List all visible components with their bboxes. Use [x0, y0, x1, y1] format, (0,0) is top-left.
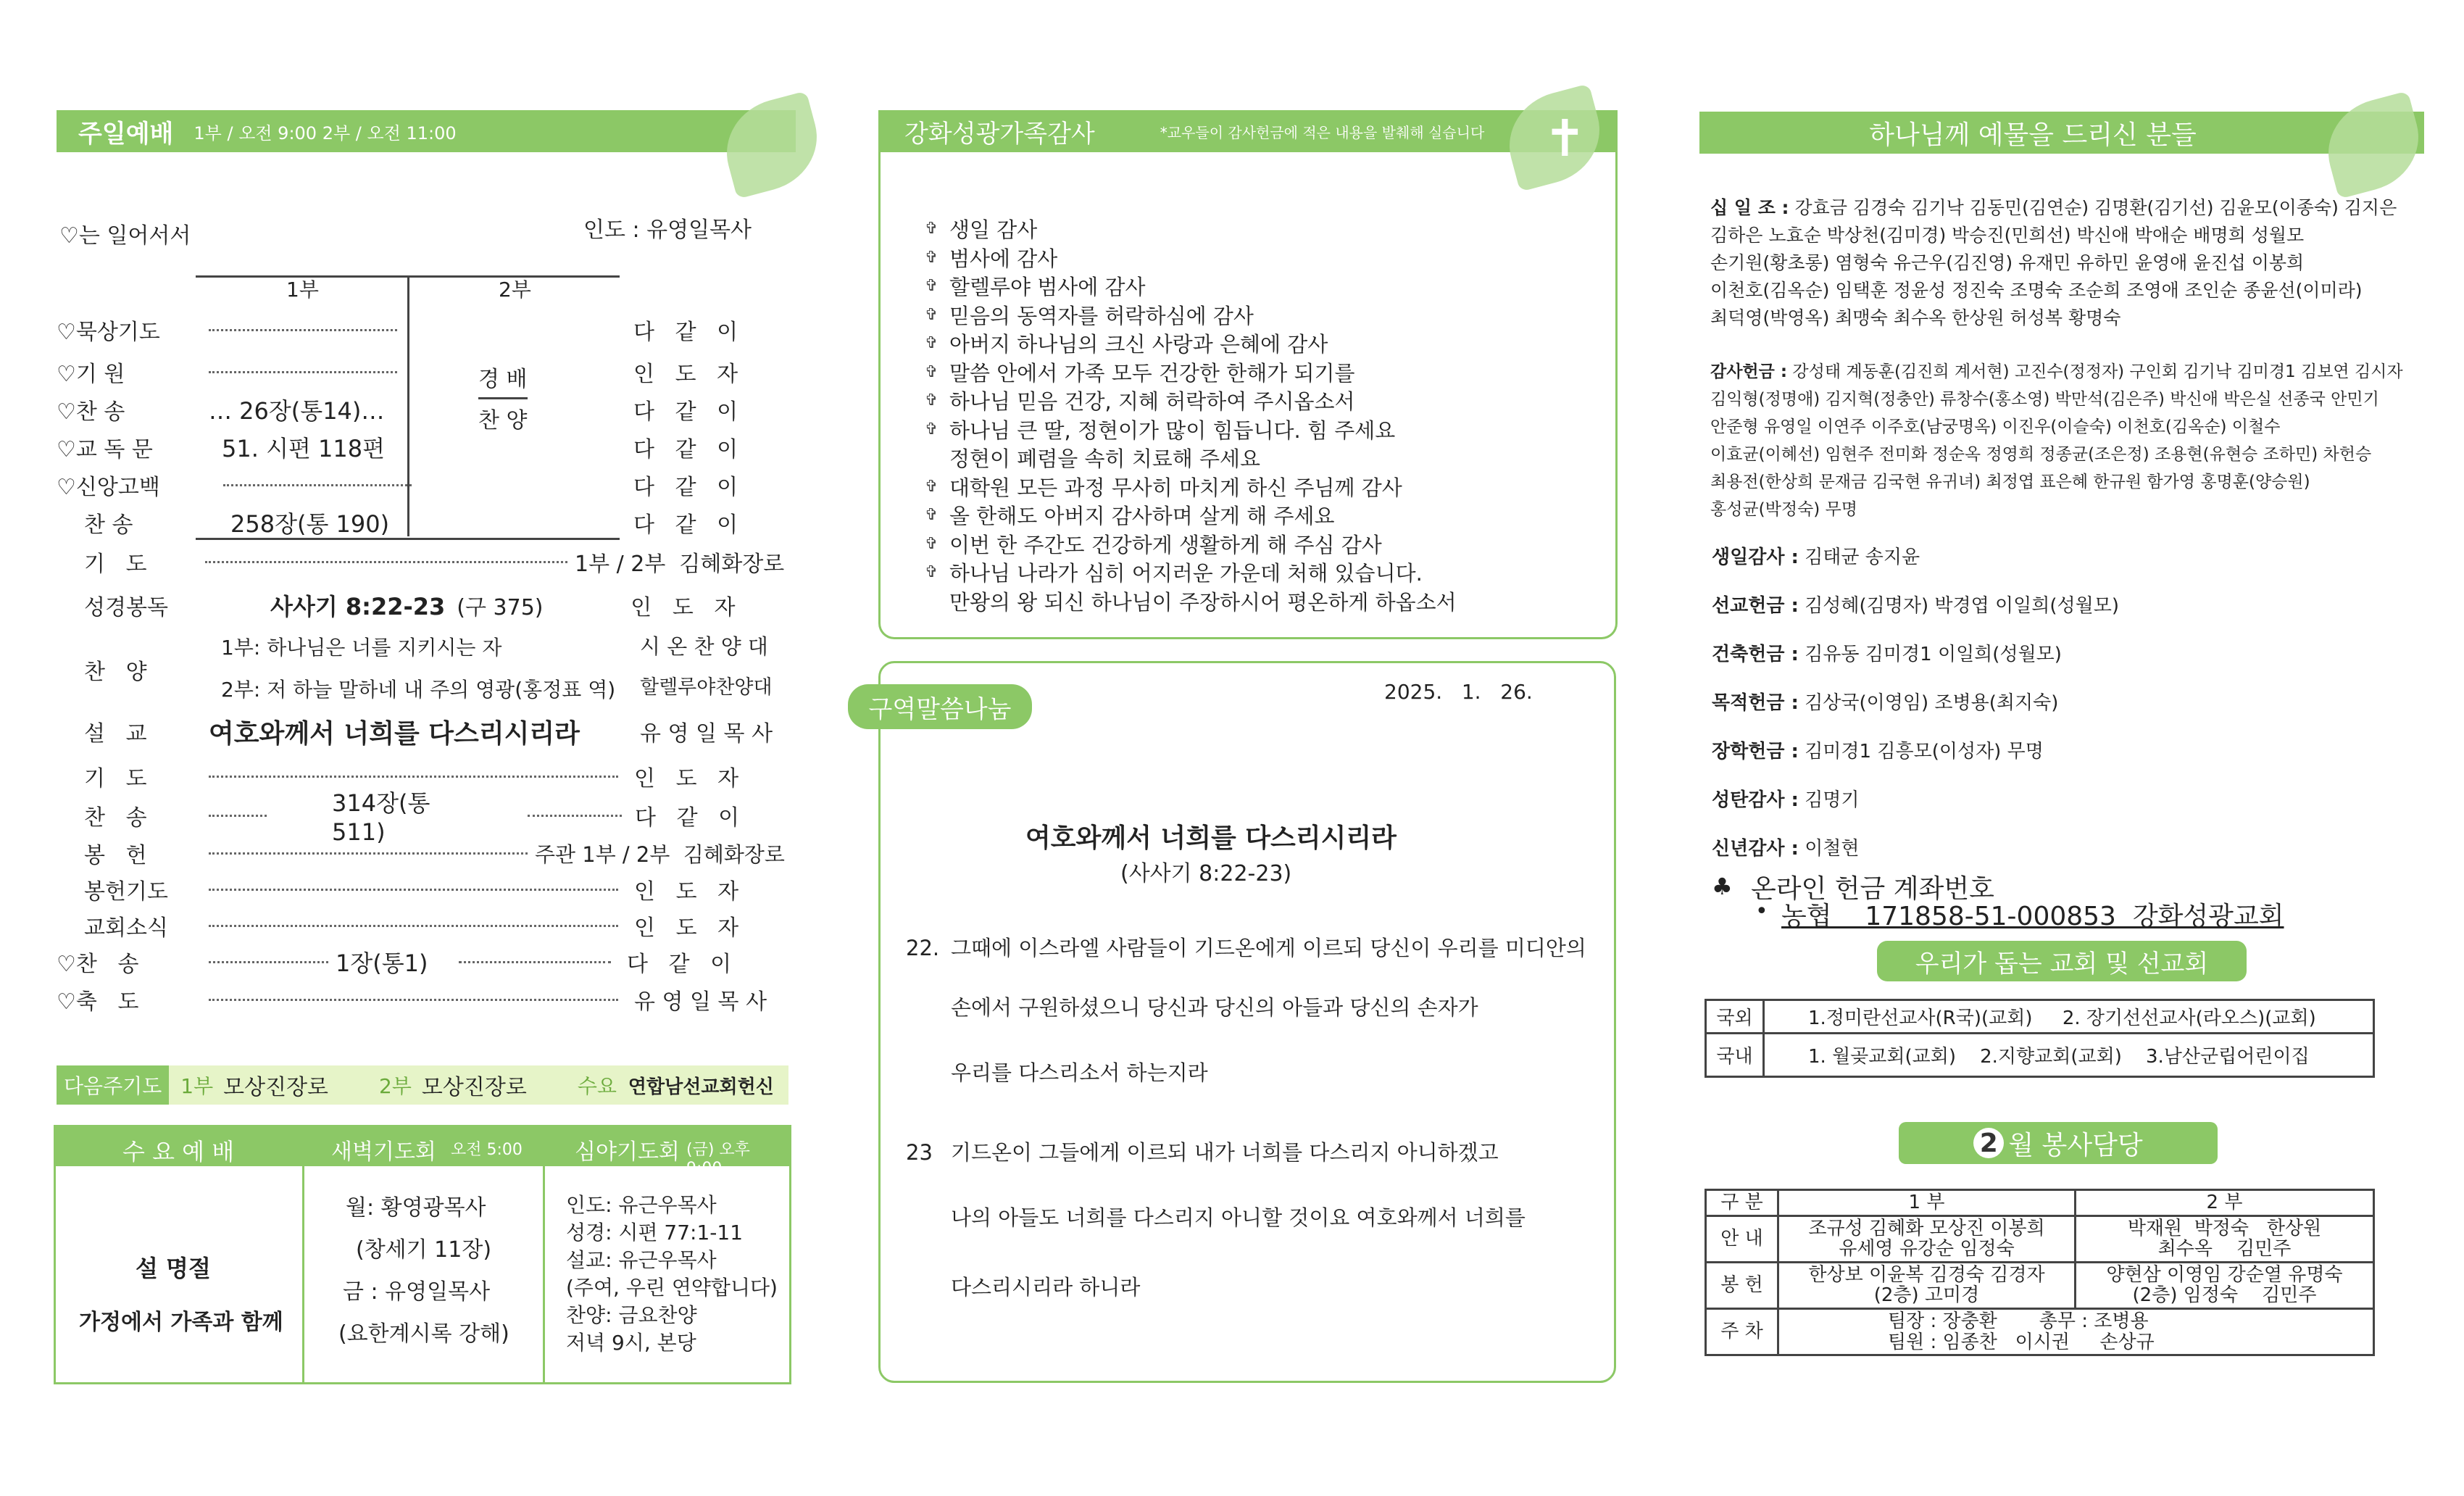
tithe-line: 김하은 노효순 박상천(김미경) 박승진(민희선) 박신애 박애순 배명희 성월모 — [1710, 225, 2305, 246]
order-row — [57, 589, 796, 622]
dots — [209, 852, 528, 855]
offering-line — [1712, 688, 2119, 736]
row-right: 다 같 이 — [627, 952, 732, 977]
row-right: 1부 / 2부 김혜화장로 — [575, 552, 785, 577]
dots — [528, 815, 622, 817]
cross-bullet-icon: ✞ — [925, 220, 938, 238]
offering-line — [1712, 639, 2119, 688]
thanks-item — [925, 473, 1591, 502]
cell-sermon: 여호와께서 너희를 다스리시리라 — [1025, 823, 1397, 853]
row-header: 주 차 — [1706, 1308, 1778, 1355]
row-label: ♡찬 송 — [57, 399, 125, 425]
anthem-label: 찬 양 — [84, 660, 147, 685]
order-row — [57, 909, 796, 942]
offering-line — [1712, 785, 2119, 834]
order-row — [57, 715, 796, 748]
thanks-text: 아버지 하나님의 크신 사랑과 은혜에 감사 — [949, 332, 1328, 357]
col-2bu: 2부 — [499, 278, 531, 302]
verse-text: 기드온이 그들에게 이르되 내가 너희를 다스리지 아니하겠고 — [951, 1140, 1499, 1165]
scripture: 사사기 8:22-23 — [270, 593, 446, 620]
row-mid: 314장(통 511) — [332, 789, 430, 846]
dots — [209, 371, 397, 373]
cell-line: (2층) 고미경 — [1873, 1284, 1980, 1307]
tithe-line: 최덕영(박영옥) 최맹숙 최수옥 한상원 허성복 황명숙 — [1710, 307, 2121, 328]
table-row — [1706, 1190, 2374, 1216]
support-list: 1.정미란선교사(R국)(교회) 2. 장기선선교사(라오스)(교회) — [1764, 1000, 2374, 1034]
row-right: 다 같 이 — [635, 805, 740, 831]
night-title: 심야기도회 — [575, 1139, 680, 1165]
cross-bullet-icon: ✞ — [925, 563, 938, 582]
verse-number: 23 — [906, 1140, 933, 1165]
offering-label: 생일감사 : — [1712, 547, 1799, 568]
thanks-line: 최용전(한상희 문재금 김국현 유귀녀) 최정엽 표은혜 한규원 함가영 홍명훈(양승원) — [1710, 473, 2310, 491]
cross-bullet-icon: ✞ — [925, 362, 938, 381]
wed-title: 수 요 예 배 — [122, 1138, 235, 1165]
thanks-item — [925, 215, 1591, 244]
order-row — [57, 789, 796, 846]
dawn-title: 새벽기도회 — [331, 1139, 436, 1165]
cell — [1778, 1308, 2374, 1355]
col-header: 1 부 — [1778, 1190, 2076, 1216]
row-label: 기 도 — [84, 552, 147, 577]
thanks-line: 홍성균(박정숙) 무명 — [1710, 500, 1858, 519]
support-table — [1705, 999, 2375, 1078]
row-label: 봉헌기도 — [84, 879, 168, 905]
offering-types — [1712, 542, 2119, 882]
cell-date: 2025. 1. 26. — [1384, 680, 1533, 704]
night-time-place: 저녁 9시, 본당 — [566, 1331, 696, 1355]
row-label: 찬 송 — [84, 512, 133, 538]
row-mid: 51. 시편 118편 — [222, 435, 386, 462]
tithe-line: 이천호(김옥순) 임택훈 정윤성 정진숙 조명숙 조순희 조영애 조인순 종윤선(이미라) — [1710, 280, 2363, 301]
row-label: ♡묵상기도 — [57, 320, 160, 345]
thanks-text: 하나님 나라가 심히 어지러운 가운데 처해 있습니다. — [949, 561, 1423, 586]
row-label: ♡축 도 — [57, 989, 139, 1015]
offering-label: 건축헌금 : — [1712, 644, 1799, 665]
cell — [1778, 1216, 2076, 1262]
thanks-text: 말씀 안에서 가족 모두 건강한 한해가 되기를 — [949, 360, 1355, 386]
cell-line: 최수옥 김민주 — [2157, 1238, 2292, 1260]
cell-line: 조규성 김혜화 모상진 이봉희 — [1808, 1217, 2045, 1239]
cross-bullet-icon: ✞ — [925, 506, 938, 525]
row-right: 인 도 자 — [634, 766, 739, 791]
gratitude-note: *교우들이 감사헌금에 적은 내용을 발췌해 실습니다 — [1160, 123, 1485, 141]
verse-number: 22. — [906, 936, 940, 960]
row-right: 주관 1부 / 2부 김혜화장로 — [535, 842, 785, 867]
cell — [2076, 1216, 2374, 1262]
cell-line: 팀원 : 임종찬 이시권 손상규 — [1888, 1331, 2155, 1353]
next-part1: 1부 — [180, 1074, 214, 1098]
dots — [223, 484, 412, 486]
row-label: ♡교 독 문 — [57, 437, 153, 462]
worship-label: 경 배 — [478, 367, 528, 392]
cell-sharing-title: 구역말씀나눔 — [848, 684, 1032, 729]
tithe-line: 손기원(황초롱) 염형숙 유근우(김진영) 유재민 유하민 윤영애 윤진섭 이봉희 — [1710, 252, 2305, 273]
support-region: 국외 — [1706, 1000, 1764, 1034]
gratitude-header — [878, 110, 1618, 152]
serve-table — [1705, 1189, 2375, 1356]
order-row — [57, 355, 796, 388]
cross-bullet-icon: ✞ — [925, 477, 938, 496]
row-header: 봉 헌 — [1706, 1262, 1778, 1308]
row-label: 성경봉독 — [84, 595, 168, 620]
midweek-header — [56, 1127, 789, 1178]
praise-label: 찬 양 — [478, 397, 528, 434]
next-name3: 연합남선교회헌신 — [628, 1076, 774, 1098]
night-leader: 인도: 유근우목사 — [566, 1193, 717, 1217]
order-row — [57, 983, 796, 1016]
table-row — [1706, 1308, 2374, 1355]
row-label: ♡찬 송 — [57, 952, 139, 977]
verse-text: 다스리시리라 하니라 — [951, 1275, 1141, 1300]
verse-text: 손에서 구원하셨으니 당신과 당신의 아들과 당신의 손자가 — [951, 995, 1478, 1020]
thanks-item — [925, 301, 1591, 330]
thanks-item — [925, 558, 1591, 587]
row-label: ♡신앙고백 — [57, 475, 160, 500]
cross-bullet-icon: ✞ — [925, 534, 938, 553]
dawn-fri-book: (요한계시록 강해) — [338, 1321, 509, 1347]
verse-text: 우리를 다스리소서 하는지라 — [951, 1060, 1208, 1085]
thanks-line: 김익형(정명애) 김지혁(정충안) 류창수(홍소영) 박만석(김은주) 박신애 박은실 선종국 안민기 — [1710, 390, 2379, 409]
row-right: 다 같 이 — [633, 512, 738, 538]
dots — [209, 329, 397, 331]
gratitude-title: 강화성광가족감사 — [904, 119, 1095, 149]
offering-names: 이철현 — [1805, 838, 1860, 860]
thanks-line: 이효균(이혜선) 임현주 전미화 정순옥 정영희 정종균(조은정) 조용현(유현승 조하민) 차헌승 — [1710, 445, 2372, 464]
order-row — [57, 313, 796, 346]
row-header: 안 내 — [1706, 1216, 1778, 1262]
dots — [209, 776, 618, 778]
order-row — [57, 468, 796, 502]
dots — [209, 815, 267, 817]
cell — [2076, 1262, 2374, 1308]
cell-line: 한상보 이윤복 김경숙 김경자 — [1808, 1263, 2045, 1286]
thanks-text: 올 한해도 아버지 감사하며 살게 해 주세요 — [949, 504, 1335, 529]
anthem-1bu: 1부: 하나님은 너를 지키시는 자 — [221, 636, 502, 660]
row-right: 인 도 자 — [634, 879, 739, 905]
thanks-text: 이번 한 주간도 건강하게 생활하게 해 주심 감사 — [949, 532, 1382, 557]
row-mid: … 26장(통14)… — [209, 397, 385, 425]
cross-bullet-icon: ✞ — [925, 305, 938, 324]
next-name2: 모상진장로 — [421, 1075, 527, 1100]
thanks-item — [925, 244, 1591, 273]
offering-names: 김유동 김미경1 이일희(성월모) — [1805, 644, 2062, 665]
cross-bullet-icon: ✞ — [925, 277, 938, 296]
thanks-item — [925, 444, 1591, 473]
next-part2: 2부 — [379, 1074, 412, 1098]
next-week-title: 다음주기도 — [57, 1065, 169, 1105]
thanks-text: 만왕의 왕 되신 하나님이 주장하시어 평온하게 하옵소서 — [949, 589, 1457, 615]
thanks-line — [1710, 358, 2406, 386]
night-text: 성경: 시편 77:1-11 — [566, 1221, 744, 1244]
row-right: 인 도 자 — [630, 595, 736, 620]
thanks-text: 믿음의 동역자를 허락하심에 감사 — [949, 303, 1254, 328]
thanks-item — [925, 272, 1591, 301]
dots — [209, 925, 618, 927]
thanks-text: 생일 감사 — [949, 217, 1038, 243]
tithe-label: 십 일 조 : — [1710, 197, 1789, 218]
verse-text: 그때에 이스라엘 사람들이 기드온에게 이르되 당신이 우리를 미디안의 — [951, 936, 1586, 960]
choir-2bu: 할렐루야찬양대 — [640, 676, 773, 699]
thanks-label: 감사헌금 : — [1710, 362, 1788, 381]
serve-month: 2 — [1973, 1128, 2004, 1158]
divider — [543, 1127, 545, 1382]
offering-names: 김태균 송지윤 — [1805, 547, 1920, 568]
cross-bullet-icon: ✞ — [925, 334, 938, 353]
offering-label: 성탄감사 : — [1712, 789, 1799, 811]
next-name1: 모상진장로 — [223, 1075, 329, 1100]
cell-line: 유세영 유강순 임정숙 — [1839, 1238, 2015, 1260]
thanks-text: 하나님 큰 딸, 정현이가 많이 힘듭니다. 힘 주세요 — [949, 417, 1396, 443]
serve-title: 월 봉사담당 — [2008, 1130, 2143, 1160]
row-mid: 1장(통1) — [336, 949, 428, 977]
thanks-text: 대학원 모든 과정 무사히 마치게 하신 주님께 감사 — [949, 475, 1402, 500]
row-right: 다 같 이 — [633, 320, 738, 345]
row-right: 유 영 일 목 사 — [640, 721, 773, 747]
order-row — [57, 545, 796, 578]
support-list: 1. 월곶교회(교회) 2.지향교회(교회) 3.남산군립어린이집 — [1764, 1034, 2374, 1077]
table-row — [1706, 1000, 2374, 1034]
thanks-text: 할렐루야 범사에 감사 — [949, 275, 1146, 300]
row-right: 유 영 일 목 사 — [634, 989, 767, 1015]
cell-ref: (사사기 8:22-23) — [1120, 861, 1292, 886]
night-praise: 찬양: 금요찬양 — [566, 1303, 697, 1327]
offering-names: 김명기 — [1805, 789, 1860, 811]
dawn-time: 오전 5:00 — [451, 1141, 523, 1159]
thanks-item — [925, 530, 1591, 559]
thanks-list — [925, 215, 1591, 615]
hand-decoration-icon — [2317, 91, 2431, 199]
tithe-names: 강효금 김경숙 김기낙 김동민(김연순) 김명환(김기선) 김윤모(이종숙) 김지은 — [1794, 197, 2397, 218]
cross-bullet-icon: ✞ — [925, 248, 938, 267]
offering-names: 김성혜(김명자) 박경엽 이일희(성월모) — [1805, 595, 2120, 617]
serve-title-bar — [1899, 1122, 2218, 1164]
offerings-title: 하나님께 예물을 드리신 분들 — [1869, 120, 2197, 150]
row-right: 다 같 이 — [633, 399, 738, 425]
order-row — [57, 873, 796, 906]
verse-text: 나의 아들도 너희를 다스리지 아니할 것이요 여호와께서 너희를 — [951, 1205, 1526, 1230]
leader: 인도 : 유영일목사 — [583, 217, 752, 243]
thanks-names: 강성태 계동훈(김진희 계서현) 고진수(정정자) 구인회 김기낙 김미경1 김보연 김시자 — [1792, 362, 2403, 381]
bank-account: 농협 171858-51-000853 강화성광교회 — [1781, 902, 2284, 931]
thanks-line: 안준형 유영일 이연주 이주호(남궁명옥) 이진우(이슬숙) 이천호(김옥순) 이철수 — [1710, 417, 2281, 436]
worship-times: 1부 / 오전 9:00 2부 / 오전 11:00 — [193, 122, 457, 144]
row-right: 다 같 이 — [633, 475, 738, 500]
next-part3: 수요 — [577, 1074, 617, 1098]
offering-names: 김상국(이영임) 조병용(최지숙) — [1805, 692, 2059, 714]
row-label: 기 도 — [84, 766, 147, 791]
wed-family: 가정에서 가족과 함께 — [79, 1310, 283, 1335]
offering-names: 김미경1 김흥모(이성자) 무명 — [1805, 741, 2044, 762]
night-time: (금) 오후 9:00 — [686, 1141, 750, 1178]
row-right: 다 같 이 — [633, 437, 738, 462]
dots — [459, 961, 611, 963]
scripture-page: (구 375) — [457, 595, 544, 620]
dots — [209, 961, 328, 963]
order-row — [57, 945, 796, 978]
cell-line: (2층) 임정숙 김민주 — [2132, 1284, 2317, 1307]
online-title: 온라인 헌금 계좌번호 — [1751, 874, 1994, 904]
thanks-item — [925, 415, 1591, 444]
order-row — [57, 431, 796, 464]
offering-label: 장학헌금 : — [1712, 741, 1799, 762]
row-mid: 258장(통 190) — [230, 510, 390, 538]
dawn-mon: 월: 황영광목사 — [346, 1195, 486, 1221]
thanks-text: 하나님 믿음 건강, 지혜 허락하여 주시옵소서 — [949, 389, 1355, 415]
next-week-bar — [57, 1065, 788, 1105]
cell-line: 팀장 : 장충환 총무 : 조병용 — [1888, 1310, 2149, 1332]
sunday-worship-header — [57, 110, 796, 152]
divider — [302, 1127, 304, 1382]
stand-note: ♡는 일어서서 — [59, 223, 191, 249]
cell-line: 양현삼 이영임 강순열 유명숙 — [2106, 1263, 2343, 1286]
thanks-item — [925, 329, 1591, 358]
night-sermon: (주여, 우린 연약합니다) — [566, 1276, 778, 1300]
dawn-mon-book: (창세기 11장) — [356, 1237, 492, 1263]
bullet-icon: • — [1755, 899, 1768, 924]
offerings-header — [1699, 112, 2424, 154]
thanks-item — [925, 358, 1591, 387]
col-header: 2 부 — [2076, 1190, 2374, 1216]
offering-label: 신년감사 : — [1712, 838, 1799, 860]
row-label: ♡기 원 — [57, 362, 125, 387]
wed-holiday: 설 명절 — [136, 1255, 211, 1282]
offering-label: 선교헌금 : — [1712, 595, 1799, 617]
row-label: 봉 헌 — [84, 843, 147, 868]
row-label: 설 교 — [84, 721, 147, 747]
order-row — [57, 506, 796, 539]
cell-line: 박재원 박정숙 한상원 — [2127, 1217, 2322, 1239]
hand-decoration-icon — [715, 91, 829, 199]
order-row — [57, 836, 796, 870]
offering-label: 목적헌금 : — [1712, 692, 1799, 714]
choir-1bu: 시 온 찬 양 대 — [640, 634, 768, 659]
table-row — [1706, 1262, 2374, 1308]
row-label: 교회소식 — [84, 915, 168, 941]
worship-title: 주일예배 — [78, 119, 174, 149]
thanks-text: 정현이 폐렴을 속히 치료해 주세요 — [949, 446, 1261, 472]
cell — [1778, 1262, 2076, 1308]
row-right: 인 도 자 — [634, 915, 739, 941]
tithe-line — [1710, 194, 2406, 222]
dots — [205, 561, 567, 563]
offering-line — [1712, 542, 2119, 591]
thanks-text: 범사에 감사 — [949, 246, 1058, 271]
thanks-item — [925, 386, 1591, 415]
cross-bullet-icon: ✞ — [925, 391, 938, 410]
offering-line — [1712, 736, 2119, 785]
cross-bullet-icon: ✞ — [925, 420, 938, 439]
club-icon: ♣ — [1712, 873, 1733, 900]
thanks-offering-block — [1710, 358, 2406, 523]
col-header: 구 분 — [1706, 1190, 1778, 1216]
table-row — [1706, 1216, 2374, 1262]
thanks-item — [925, 501, 1591, 530]
dots — [209, 999, 618, 1001]
night-preacher: 설교: 유근우목사 — [566, 1248, 717, 1272]
hymn-number: 26장(통14) — [239, 397, 362, 425]
dots — [209, 889, 618, 891]
dawn-fri: 금 : 유영일목사 — [343, 1279, 491, 1305]
tithe-block — [1710, 194, 2406, 332]
offering-line — [1712, 591, 2119, 639]
cross-icon: ✝ — [1544, 109, 1586, 168]
row-label: 찬 송 — [84, 805, 147, 831]
table-row — [1706, 1034, 2374, 1077]
anthem-2bu: 2부: 저 하늘 말하네 내 주의 영광(홍정표 역) — [221, 678, 616, 702]
sermon-title: 여호와께서 너희를 다스리시리라 — [209, 718, 580, 749]
support-region: 국내 — [1706, 1034, 1764, 1077]
support-title: 우리가 돕는 교회 및 선교회 — [1877, 941, 2247, 981]
row-right: 인 도 자 — [633, 362, 738, 387]
thanks-item — [925, 587, 1591, 616]
order-row — [57, 393, 796, 426]
midweek-box — [54, 1125, 791, 1384]
col-1bu: 1부 — [286, 278, 319, 302]
